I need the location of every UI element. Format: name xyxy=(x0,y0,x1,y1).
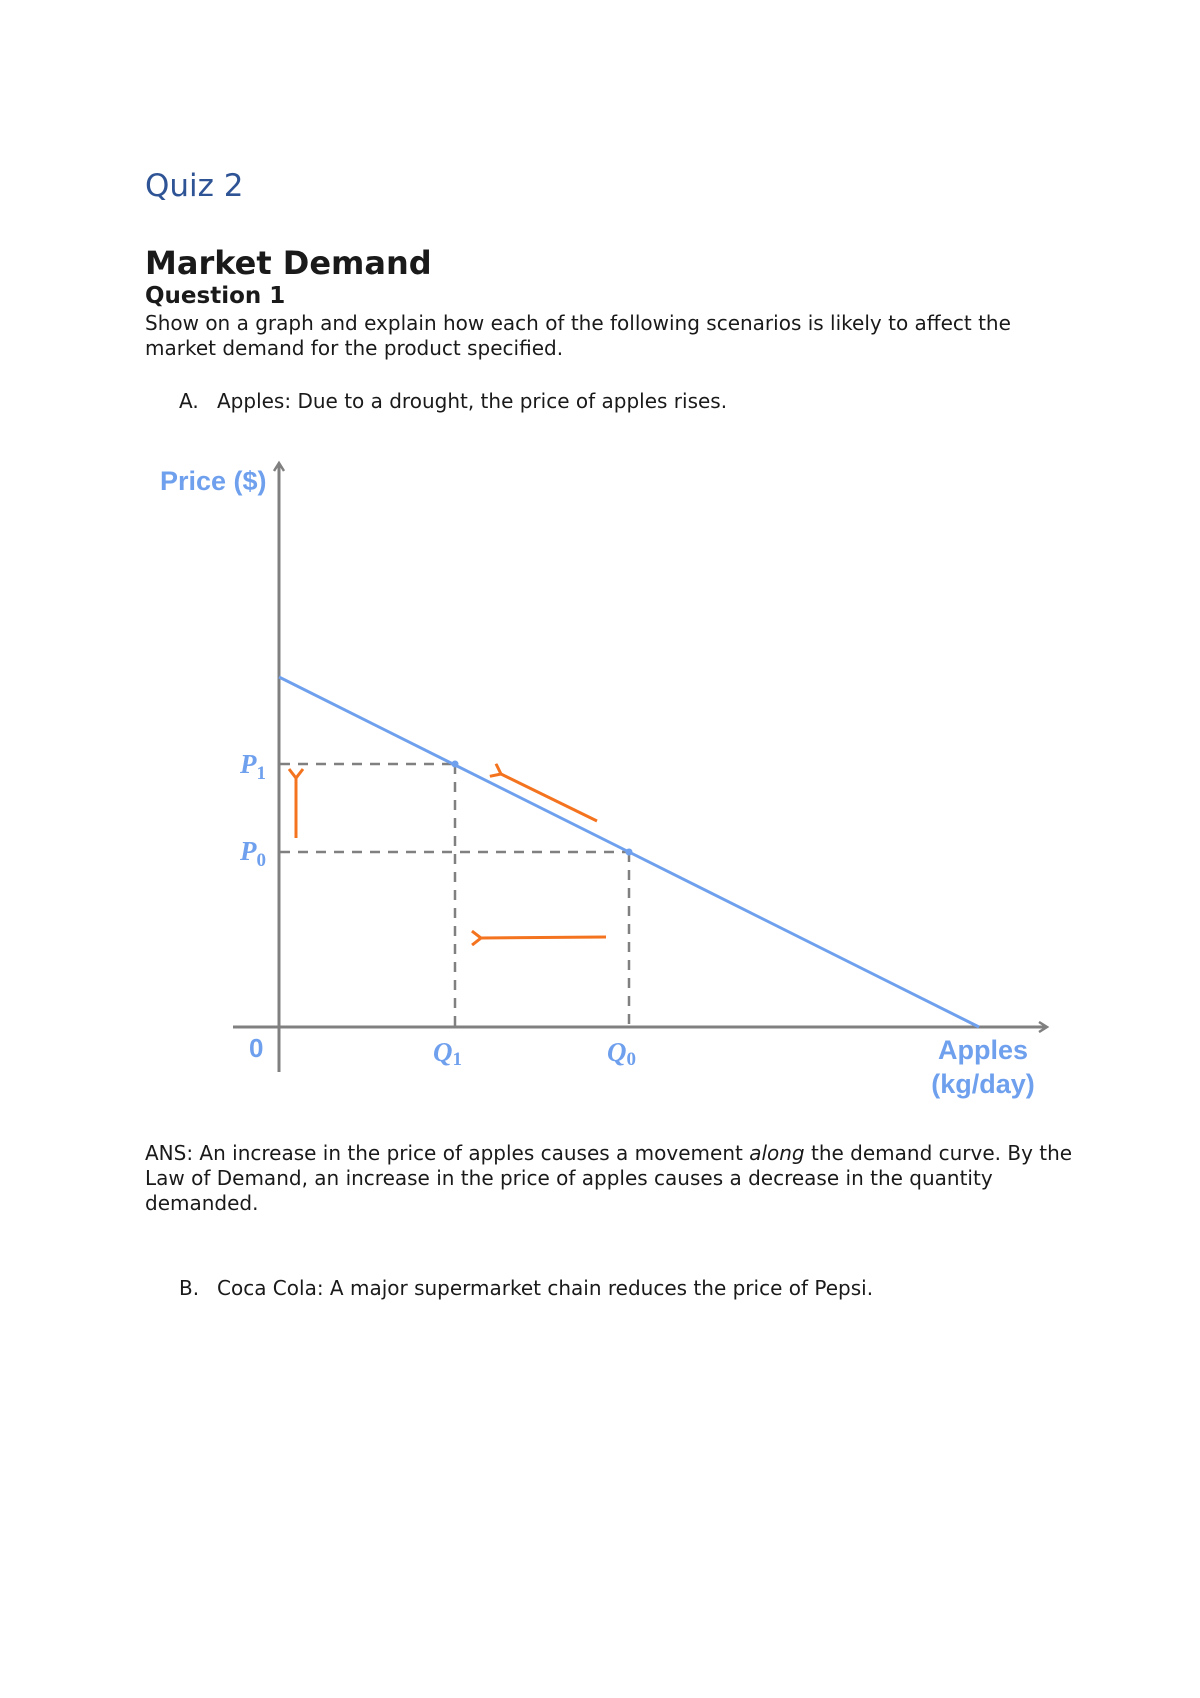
q0-label: Q0 xyxy=(607,1037,636,1070)
x-axis-label-line2: (kg/day) xyxy=(931,1069,1035,1099)
demand-curve xyxy=(279,677,979,1027)
scenario-a-text: Apples: Due to a drought, the price of apples rises. xyxy=(217,389,728,413)
quantity-decrease-arrow xyxy=(481,937,606,938)
scenario-b-text: Coca Cola: A major supermarket chain reduces the price of Pepsi. xyxy=(217,1276,874,1300)
p1-label: $P_1$ xyxy=(240,749,266,784)
answer-part-1: ANS: An increase in the price of apples causes a movement xyxy=(145,1141,750,1165)
p0-label: $P_0$ xyxy=(240,836,266,871)
question-intro: Show on a graph and explain how each of the following scenarios is likely to affect the market demand for the product specified. xyxy=(145,311,1011,360)
page-heading: Quiz 2 xyxy=(145,168,244,204)
movement-along-curve-arrow xyxy=(501,774,597,821)
y-axis-label: Price ($) xyxy=(160,466,267,496)
scenario-a-letter: A. xyxy=(179,389,199,413)
answer-text xyxy=(145,1141,1085,1216)
scenario-b-letter: B. xyxy=(179,1276,200,1300)
question-title: Question 1 xyxy=(145,283,286,309)
q1-label: Q1 xyxy=(433,1037,462,1070)
answer-part-2: the demand curve. By the Law of Demand, an increase in the price of apples causes a decrease in the quantity demanded. xyxy=(145,1141,1073,1215)
scenario-b xyxy=(179,1276,1079,1301)
section-title: Market Demand xyxy=(145,244,432,282)
scenario-a xyxy=(179,389,1079,414)
x-axis-label-line1: Apples xyxy=(937,1035,1029,1065)
point-p1-q1 xyxy=(452,761,459,768)
origin-label: 0 xyxy=(249,1033,264,1063)
point-p0-q0 xyxy=(626,849,633,856)
answer-emphasis: along xyxy=(749,1141,805,1165)
